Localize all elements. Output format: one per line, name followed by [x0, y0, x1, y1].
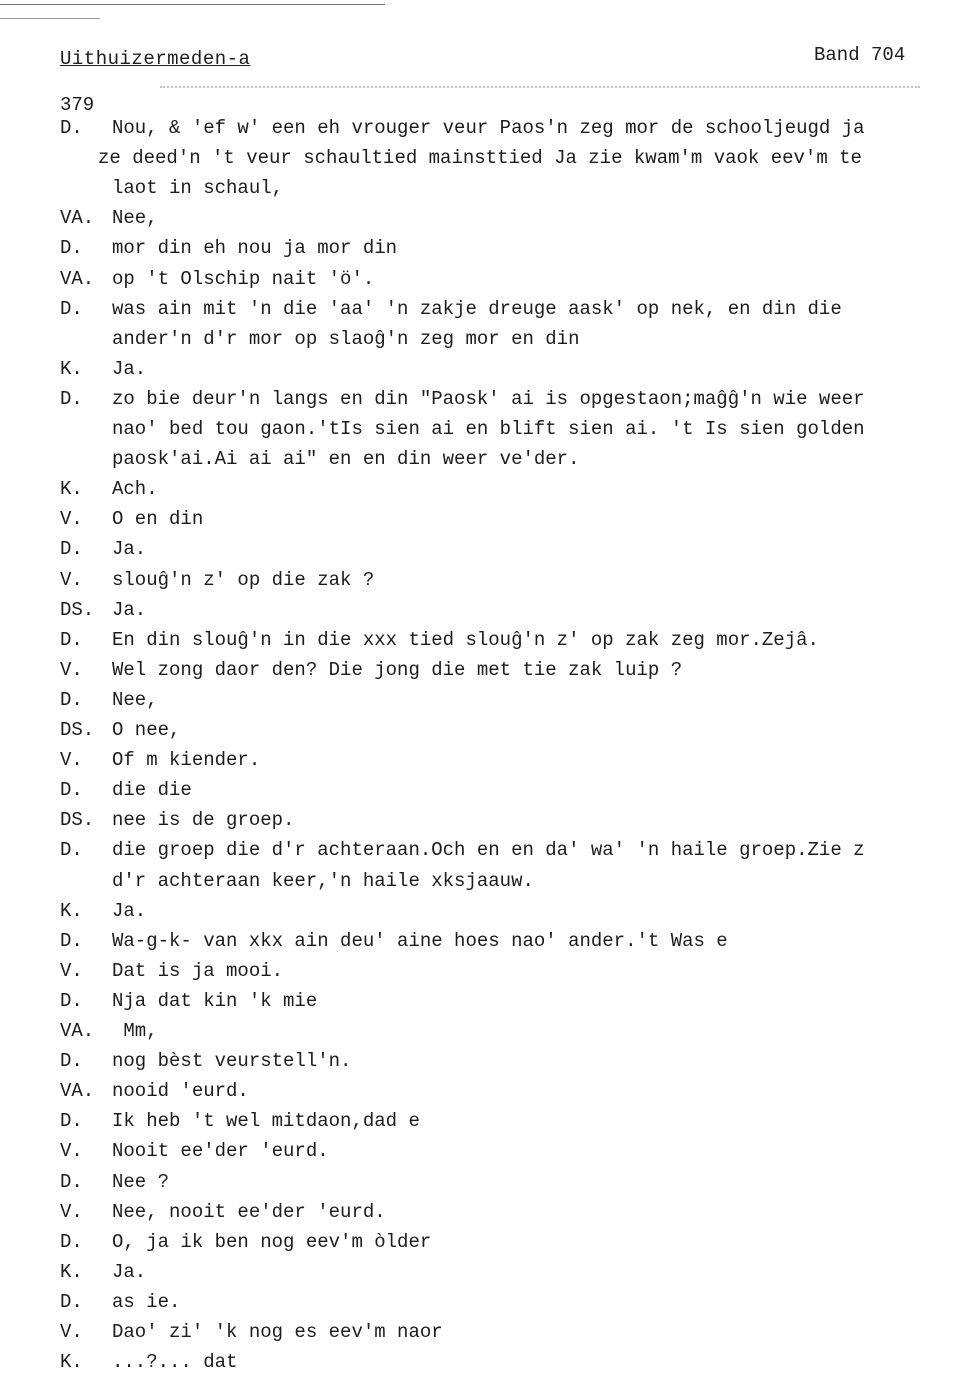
utterance-text: Ja.: [112, 598, 147, 621]
speaker-label: D.: [60, 1290, 83, 1313]
transcript-line: [0, 354, 973, 384]
transcript-line: [0, 324, 973, 354]
transcript-line: [0, 956, 973, 986]
transcript-line: [0, 926, 973, 956]
transcript-line: [0, 504, 973, 534]
utterance-text: O, ja ik ben nog eev'm òlder: [112, 1230, 432, 1253]
speaker-label: V.: [60, 568, 83, 591]
speaker-label: D.: [60, 538, 83, 561]
speaker-label: VA.: [60, 207, 95, 230]
transcript-line: [0, 565, 973, 595]
utterance-text: Ja.: [112, 1260, 147, 1283]
utterance-text: d'r achteraan keer,'n haile xksjaauw.: [112, 869, 534, 892]
utterance-text: Nee, nooit ee'der 'eurd.: [112, 1200, 386, 1223]
speaker-label: D.: [60, 237, 83, 260]
speaker-label: D.: [60, 1110, 83, 1133]
utterance-text: nee is de groep.: [112, 809, 295, 832]
utterance-text: Dat is ja mooi.: [112, 959, 284, 982]
utterance-text: laot in schaul,: [112, 177, 284, 200]
utterance-text: nooid 'eurd.: [112, 1080, 249, 1103]
utterance-text: En din slouĝ'n in die xxx tied slouĝ'n z' op zak zeg mor.Zejâ.: [112, 628, 819, 651]
tape-label: Band 704: [814, 44, 906, 66]
utterance-text: die groep die d'r achteraan.Och en en da' wa' 'n haile groep.Zie z: [112, 839, 865, 862]
speaker-label: D.: [60, 1050, 83, 1073]
utterance-text: ...?... dat: [112, 1351, 238, 1374]
utterance-text: Dao' zi' 'k nog es eev'm naor: [112, 1321, 443, 1343]
transcript-line: [0, 1016, 973, 1046]
speaker-label: VA.: [60, 1020, 95, 1042]
speaker-label: K.: [60, 357, 83, 380]
speaker-label: DS.: [60, 598, 95, 621]
utterance-text: Mm,: [112, 1020, 158, 1042]
utterance-text: nao' bed tou gaon.'tIs sien ai en blift sien ai. 't Is sien golden: [112, 418, 865, 440]
speaker-label: V.: [60, 508, 83, 531]
transcript-line: [0, 1257, 973, 1287]
utterance-text: paosk'ai.Ai ai ai" en en din weer ve'der.: [112, 448, 580, 471]
transcript-line: [0, 625, 973, 655]
speaker-label: D.: [60, 117, 83, 139]
transcript-line: [0, 233, 973, 263]
scan-noise-line: [160, 86, 920, 88]
speaker-label: K.: [60, 899, 83, 922]
transcript-line: [0, 1136, 973, 1166]
speaker-label: DS.: [60, 719, 95, 741]
utterance-text: zo bie deur'n langs en din "Paosk' ai is opgestaon;maĝĝ'n wie weer: [112, 387, 865, 410]
transcript-line: [0, 835, 973, 865]
transcript-line: [0, 1287, 973, 1317]
transcript-line: [0, 745, 973, 775]
transcript-line: [0, 474, 973, 504]
transcript-line: [0, 264, 973, 294]
utterance-text: O en din: [112, 508, 204, 531]
transcript-line: [0, 173, 973, 203]
transcript-line: [0, 1046, 973, 1076]
document-title: Uithuizermeden-a: [60, 48, 251, 70]
page-number: 379: [60, 94, 95, 116]
speaker-label: D.: [60, 1230, 83, 1253]
speaker-label: V.: [60, 959, 83, 982]
utterance-text: Wa-g-k- van xkx ain deu' aine hoes nao' ander.'t Was e: [112, 929, 728, 952]
utterance-text: Of m kiender.: [112, 749, 261, 772]
speaker-label: D.: [60, 929, 83, 952]
transcript-line: [0, 595, 973, 625]
speaker-label: D.: [60, 628, 83, 651]
utterance-text: slouĝ'n z' op die zak ?: [112, 568, 375, 591]
speaker-label: D.: [60, 1170, 83, 1193]
utterance-text: Ik heb 't wel mitdaon,dad e: [112, 1110, 420, 1133]
speaker-label: D.: [60, 989, 83, 1012]
speaker-label: V.: [60, 658, 83, 681]
utterance-text: Nou, & 'ef w' een eh vrouger veur Paos'n zeg mor de schooljeugd ja: [112, 117, 865, 139]
speaker-label: VA.: [60, 267, 95, 290]
transcript-line: [0, 805, 973, 835]
transcript-line: [0, 1197, 973, 1227]
transcript-line: [0, 896, 973, 926]
speaker-label: V.: [60, 749, 83, 772]
utterance-text: Ja.: [112, 538, 147, 561]
top-rule: [0, 4, 385, 5]
speaker-label: K.: [60, 1260, 83, 1283]
transcript-line: [0, 113, 973, 143]
transcript-line: [0, 715, 973, 745]
utterance-text: Ja.: [112, 899, 147, 922]
utterance-text: Nee,: [112, 688, 158, 711]
speaker-label: VA.: [60, 1080, 95, 1103]
top-rule-short: [0, 18, 100, 19]
transcript-line: [0, 414, 973, 444]
speaker-label: D.: [60, 779, 83, 802]
transcript-line: [0, 534, 973, 564]
utterance-text: mor din eh nou ja mor din: [112, 237, 398, 260]
speaker-label: D.: [60, 297, 83, 320]
utterance-text: Nja dat kin 'k mie: [112, 989, 318, 1012]
transcript-line: [0, 294, 973, 324]
speaker-label: V.: [60, 1321, 83, 1343]
transcript-line: [0, 1317, 973, 1347]
transcript-line: [0, 655, 973, 685]
utterance-text: die die: [112, 779, 192, 802]
transcript-line: [0, 384, 973, 414]
speaker-label: D.: [60, 839, 83, 862]
transcript-line: [0, 203, 973, 233]
transcript-line: [0, 444, 973, 474]
speaker-label: D.: [60, 688, 83, 711]
speaker-label: V.: [60, 1200, 83, 1223]
utterance-text: Nooit ee'der 'eurd.: [112, 1140, 329, 1163]
transcript-line: [0, 1076, 973, 1106]
transcript-line: [0, 1347, 973, 1377]
transcript-line: [0, 1106, 973, 1136]
transcript-line: [0, 986, 973, 1016]
transcript-line: [0, 775, 973, 805]
utterance-text: as ie.: [112, 1290, 181, 1313]
speaker-label: D.: [60, 387, 83, 410]
utterance-text: Ach.: [112, 478, 158, 501]
speaker-label: V.: [60, 1140, 83, 1163]
utterance-text: ze deed'n 't veur schaultied mainsttied Ja zie kwam'm vaok eev'm te: [98, 147, 862, 170]
transcript-line: [0, 866, 973, 896]
utterance-text: Ja.: [112, 357, 147, 380]
utterance-text: O nee,: [112, 719, 181, 741]
utterance-text: Nee ?: [112, 1170, 170, 1193]
transcript-line: [0, 1167, 973, 1197]
transcript-line: [0, 143, 973, 173]
speaker-label: K.: [60, 478, 83, 501]
utterance-text: ander'n d'r mor op slaoĝ'n zeg mor en din: [112, 327, 580, 350]
utterance-text: Nee,: [112, 207, 158, 230]
transcript-line: [0, 1227, 973, 1257]
speaker-label: K.: [60, 1351, 83, 1374]
utterance-text: Wel zong daor den? Die jong die met tie zak luip ?: [112, 658, 683, 681]
speaker-label: DS.: [60, 809, 95, 832]
transcript-line: [0, 685, 973, 715]
utterance-text: was ain mit 'n die 'aa' 'n zakje dreuge aask' op nek, en din die: [112, 297, 842, 320]
utterance-text: op 't Olschip nait 'ö'.: [112, 267, 375, 290]
utterance-text: nog bèst veurstell'n.: [112, 1050, 352, 1073]
